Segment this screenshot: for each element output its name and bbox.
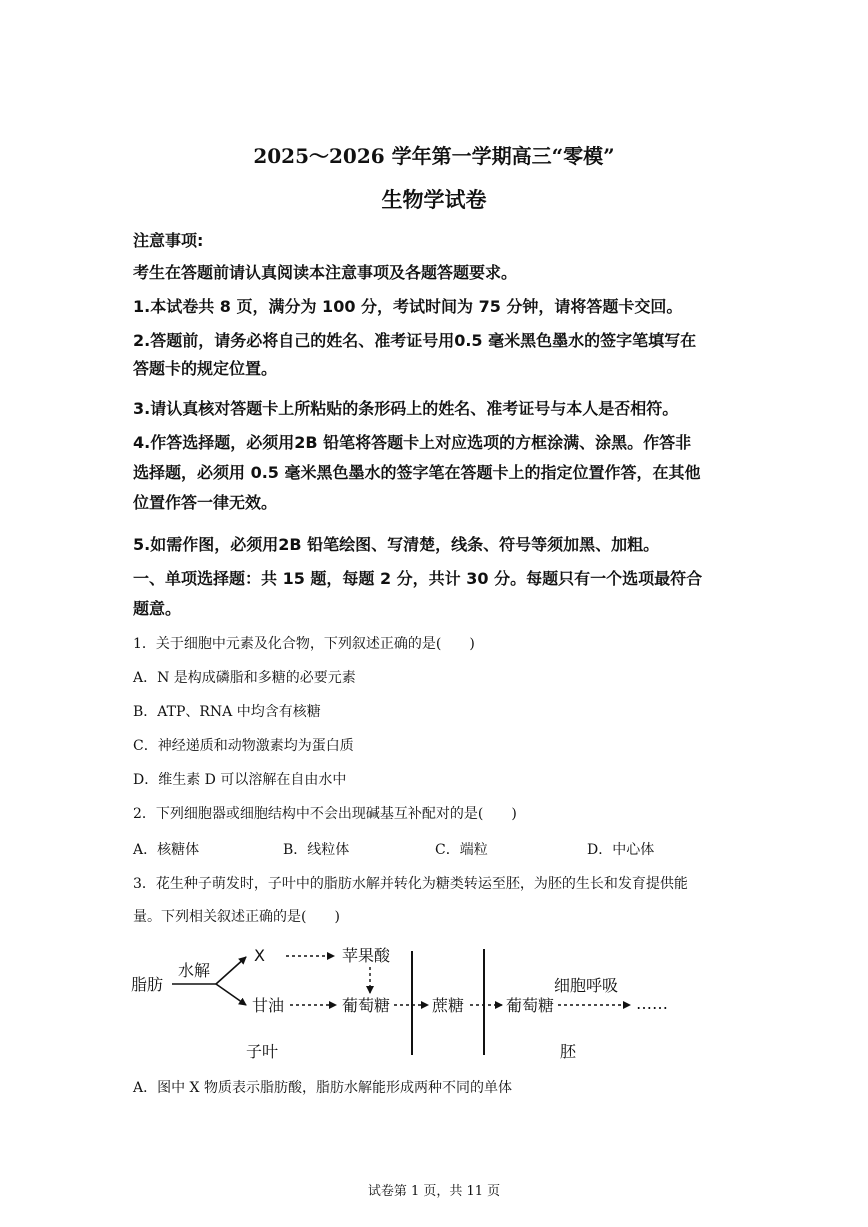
diagram-respiration: 细胞呼吸 xyxy=(554,976,619,995)
notice-item-3: 3.请认真核对答题卡上所粘贴的条形码上的姓名、准考证号与本人是否相符。 xyxy=(133,399,679,418)
exam-title: 2025～2026 学年第一学期高三“零模” xyxy=(253,144,615,168)
notice-item-5: 5.如需作图，必须用2B 铅笔绘图、写清楚，线条、符号等须加黑、加粗。 xyxy=(133,535,660,554)
q1-option-a: A．N 是构成磷脂和多糖的必要元素 xyxy=(133,670,356,686)
diagram-embryo: 胚 xyxy=(560,1042,577,1061)
q2-option-d: D．中心体 xyxy=(587,842,655,858)
diagram-cotyledon: 子叶 xyxy=(246,1042,279,1061)
section-1-heading-line-2: 题意。 xyxy=(133,599,182,618)
notice-item-4-line-1: 4.作答选择题，必须用2B 铅笔将答题卡上对应选项的方框涂满、涂黑。作答非 xyxy=(133,433,692,452)
notice-item-4-line-2: 选择题，必须用 0.5 毫米黑色墨水的签字笔在答题卡上的指定位置作答，在其他 xyxy=(133,463,701,482)
q2-stem: 2．下列细胞器或细胞结构中不会出现碱基互补配对的是( ) xyxy=(133,806,517,822)
q2-option-a: A．核糖体 xyxy=(133,842,200,858)
page-footer: 试卷第 1 页，共 11 页 xyxy=(367,1184,501,1199)
diagram-x: X xyxy=(254,946,265,965)
q2-options xyxy=(133,839,743,859)
diagram-sucrose: 蔗糖 xyxy=(432,996,465,1015)
q3-option-a: A．图中 X 物质表示脂肪酸，脂肪水解能形成两种不同的单体 xyxy=(133,1080,512,1096)
q1-option-b: B．ATP、RNA 中均含有核糖 xyxy=(133,704,321,720)
diagram-malic-acid: 苹果酸 xyxy=(342,946,391,965)
diagram-ellipsis: …… xyxy=(636,994,668,1013)
section-1-heading-line-1: 一、单项选择题：共 15 题，每题 2 分，共计 30 分。每题只有一个选项最符合 xyxy=(133,569,703,588)
q2-option-b: B．线粒体 xyxy=(283,842,350,858)
diagram-glycerol: 甘油 xyxy=(252,996,285,1015)
q3-stem-line-1: 3．花生种子萌发时，子叶中的脂肪水解并转化为糖类转运至胚，为胚的生长和发育提供能 xyxy=(133,876,688,892)
diagram-arrow-to-glycerol xyxy=(216,984,246,1005)
q3-diagram xyxy=(0,935,868,1070)
notice-item-2-line-2: 答题卡的规定位置。 xyxy=(133,359,278,378)
q1-stem: 1．关于细胞中元素及化合物，下列叙述正确的是( ) xyxy=(133,636,475,652)
q1-option-c: C．神经递质和动物激素均为蛋白质 xyxy=(133,738,354,754)
q3-stem-line-2: 量。下列相关叙述正确的是( ) xyxy=(133,909,340,925)
notice-item-1: 1.本试卷共 8 页，满分为 100 分，考试时间为 75 分钟，请将答题卡交回。 xyxy=(133,297,683,316)
diagram-arrow-to-x xyxy=(216,957,246,984)
notice-item-4-line-3: 位置作答一律无效。 xyxy=(133,493,278,512)
notice-intro: 考生在答题前请认真阅读本注意事项及各题答题要求。 xyxy=(133,263,518,282)
q2-option-c: C．端粒 xyxy=(435,842,488,858)
notice-heading: 注意事项: xyxy=(133,231,204,250)
exam-subtitle: 生物学试卷 xyxy=(381,187,487,212)
q1-option-d: D．维生素 D 可以溶解在自由水中 xyxy=(133,772,347,788)
diagram-hydrolysis: 水解 xyxy=(178,961,211,980)
diagram-glucose-2: 葡萄糖 xyxy=(506,996,555,1015)
diagram-glucose-1: 葡萄糖 xyxy=(342,996,391,1015)
diagram-fat: 脂肪 xyxy=(131,975,164,994)
notice-item-2-line-1: 2.答题前，请务必将自己的姓名、准考证号用0.5 毫米黑色墨水的签字笔填写在 xyxy=(133,331,697,350)
